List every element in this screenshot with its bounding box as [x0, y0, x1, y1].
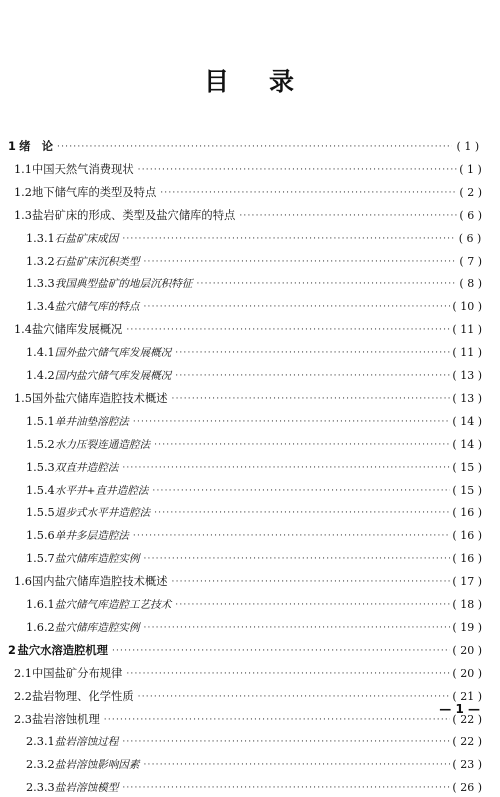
toc-entry[interactable]	[0, 253, 500, 271]
toc-entry-page: ( 14 )	[452, 414, 482, 428]
title-char-2: 录	[269, 67, 297, 96]
toc-entry-title: 盐穴水溶造腔机理	[17, 643, 108, 657]
toc-entry-page: ( 6 )	[458, 231, 482, 245]
toc-entry[interactable]	[0, 207, 500, 225]
toc-entry[interactable]	[0, 733, 500, 751]
toc-entry-page: ( 11 )	[452, 346, 482, 360]
toc-entry-number: 1.5.4	[26, 483, 55, 497]
toc-leader-dots	[122, 733, 450, 751]
toc-entry-title: 退步式水平井造腔法	[54, 507, 151, 520]
toc-entry[interactable]	[0, 138, 500, 156]
toc-entry[interactable]	[0, 642, 500, 660]
toc-entry-title: 国内盐穴储气库发展概况	[54, 370, 172, 382]
toc-entry[interactable]	[0, 550, 500, 568]
toc-entry-title: 地下储气库的类型及特点	[31, 185, 157, 199]
toc-entry-page: ( 19 )	[452, 620, 482, 634]
toc-leader-dots	[112, 642, 450, 660]
toc-entry-number: 2.3.2	[26, 758, 55, 772]
toc-entry-page: ( 16 )	[452, 552, 482, 566]
toc-entry-page: ( 8 )	[459, 277, 482, 291]
toc-entry[interactable]	[0, 596, 500, 614]
toc-entry-title: 国外盐穴储气库发展概况	[54, 347, 172, 360]
toc-entry-title: 盐岩矿床的形成、类型及盐穴储库的特点	[31, 208, 236, 222]
toc-entry-number: 1.5.3	[26, 460, 55, 474]
toc-entry-number: 1.3.1	[26, 231, 55, 245]
toc-entry-page: ( 6 )	[459, 208, 482, 222]
title-char-1: 目	[203, 67, 231, 96]
toc-entry-number: 1	[8, 140, 16, 153]
toc-entry-page: ( 1 )	[456, 140, 480, 153]
toc-entry-page: ( 10 )	[452, 300, 482, 314]
toc-entry-page: ( 2 )	[459, 185, 482, 199]
toc-leader-dots	[154, 436, 450, 454]
toc-entry-title: 中国盐矿分布规律	[31, 666, 123, 680]
toc-entry-number: 1.1	[14, 162, 32, 176]
toc-entry-number: 1.5.5	[26, 506, 55, 520]
toc-entry-number: 1.6.1	[26, 598, 55, 611]
toc-entry[interactable]	[0, 756, 500, 774]
toc-entry-title: 盐穴储气库造腔工艺技术	[54, 599, 172, 611]
toc-leader-dots	[175, 344, 450, 362]
toc-entry-page: ( 15 )	[452, 460, 482, 474]
toc-entry-title: 水力压裂连通造腔法	[54, 438, 151, 451]
toc-leader-dots	[152, 482, 450, 500]
toc-entry-page: ( 21 )	[452, 689, 482, 703]
toc-entry-number: 1.3	[14, 208, 32, 222]
toc-entry-page: ( 20 )	[452, 666, 482, 680]
toc-entry-title: 中国天然气消费现状	[31, 162, 134, 176]
toc-leader-dots	[133, 527, 451, 545]
toc-leader-dots	[126, 665, 450, 683]
toc-entry-title: 国外盐穴储库造腔技术概述	[31, 391, 168, 405]
toc-entry-page: ( 17 )	[452, 575, 482, 589]
toc-entry-number: 1.4.2	[26, 369, 55, 382]
toc-entry-number: 1.2	[14, 185, 32, 199]
toc-leader-dots	[104, 711, 451, 729]
toc-entry-number: 1.3.4	[26, 300, 55, 314]
toc-entry[interactable]	[0, 413, 500, 431]
toc-leader-dots	[175, 367, 450, 385]
toc-leader-dots	[154, 504, 450, 522]
toc-entry-page: ( 1 )	[459, 162, 482, 176]
toc-entry-number: 1.3.2	[26, 254, 55, 268]
toc-leader-dots	[122, 230, 456, 248]
toc-entry-number: 1.6.2	[26, 620, 55, 634]
toc-entry-page: ( 14 )	[452, 437, 482, 451]
toc-entry-page: ( 15 )	[452, 483, 482, 497]
toc-leader-dots	[144, 298, 451, 316]
toc-entry-title: 盐岩物理、化学性质	[31, 689, 134, 703]
toc-leader-dots	[172, 390, 451, 408]
toc-leader-dots	[122, 459, 450, 477]
toc-leader-dots	[138, 688, 451, 706]
toc-entry-title: 盐岩溶蚀机理	[31, 712, 100, 726]
toc-leader-dots	[144, 550, 451, 568]
toc-entry-number: 2	[8, 643, 16, 657]
toc-entry[interactable]	[0, 298, 500, 316]
toc-entry-page: ( 7 )	[459, 254, 482, 268]
toc-entry[interactable]	[0, 665, 500, 683]
toc-leader-dots	[144, 756, 451, 774]
toc-entry-page: ( 11 )	[452, 323, 482, 337]
toc-leader-dots	[133, 413, 451, 431]
toc-leader-dots	[172, 573, 451, 591]
toc-leader-dots	[175, 596, 450, 614]
toc-entry[interactable]	[0, 367, 500, 385]
toc-entry-page: ( 16 )	[452, 506, 482, 520]
toc-entry-title: 石盐矿床沉积类型	[54, 255, 140, 268]
toc-entry-number: 2.3.3	[26, 781, 55, 795]
toc-entry-number: 1.5.6	[26, 529, 55, 543]
toc-entry[interactable]	[0, 482, 500, 500]
toc-leader-dots	[122, 779, 450, 797]
toc-entry-title: 盐穴储库发展概况	[31, 323, 123, 337]
toc-entry[interactable]	[0, 779, 500, 797]
toc-leader-dots	[138, 161, 457, 179]
toc-entry-title: 双直井造腔法	[54, 461, 119, 474]
toc-entry-number: 1.4.1	[26, 346, 55, 360]
toc-entry-number: 1.5.2	[26, 437, 55, 451]
toc-entry-title: 盐穴储气库的特点	[54, 301, 140, 314]
toc-entry-page: ( 26 )	[452, 781, 482, 795]
toc-entry-title: 盐穴储库造腔实例	[54, 553, 140, 566]
toc-entry-number: 2.3.1	[26, 735, 55, 749]
toc-entry-page: ( 22 )	[452, 712, 482, 726]
toc-entry[interactable]	[0, 161, 500, 179]
toc-leader-dots	[126, 321, 450, 339]
toc-entry-title: 单井油垫溶腔法	[54, 415, 129, 428]
toc-entry-page: ( 16 )	[452, 529, 482, 543]
toc-entry-number: 2.3	[14, 712, 32, 726]
toc-entry[interactable]	[0, 390, 500, 408]
toc-entry-title: 水平井+直井造腔法	[54, 484, 149, 497]
toc-entry-number: 1.5	[14, 391, 32, 405]
toc-leader-dots	[57, 138, 452, 156]
toc-entry[interactable]	[0, 688, 500, 706]
toc-entry[interactable]	[0, 527, 500, 545]
toc-entry[interactable]	[0, 275, 500, 293]
toc-entry-number: 1.5.1	[26, 414, 55, 428]
toc-leader-dots	[144, 619, 451, 637]
toc-entry[interactable]	[0, 230, 500, 248]
toc-entry-title: 盐穴储库造腔实例	[54, 621, 140, 634]
toc-entry-title: 我国典型盐矿的地层沉积特征	[54, 278, 193, 291]
toc-entry-title: 单井多层造腔法	[54, 530, 129, 543]
toc-entry-title: 盐岩溶蚀模型	[54, 782, 119, 795]
toc-entry-title: 国内盐穴储库造腔技术概述	[31, 575, 168, 589]
footer-page-number: — 1 —	[439, 702, 480, 716]
toc-entry-number: 2.1	[14, 666, 32, 680]
toc-entry[interactable]	[0, 619, 500, 637]
toc-entry-number: 1.6	[14, 575, 32, 589]
toc-entry-number: 1.4	[14, 323, 32, 337]
toc-entry-title: 绪 论	[19, 140, 54, 153]
toc-leader-dots	[144, 253, 458, 271]
toc-entry-title: 盐岩溶蚀影响因素	[54, 759, 140, 772]
toc-entry[interactable]	[0, 573, 500, 591]
toc-leader-dots	[239, 207, 457, 225]
toc-entry[interactable]	[0, 436, 500, 454]
toc-entry-page: ( 20 )	[452, 643, 482, 657]
toc-entry[interactable]	[0, 321, 500, 339]
page-title	[0, 62, 500, 98]
toc-entry-page: ( 13 )	[452, 391, 482, 405]
toc-entry-number: 2.2	[14, 689, 32, 703]
toc-entry-page: ( 22 )	[452, 735, 482, 749]
toc-entry-page: ( 13 )	[452, 369, 482, 382]
toc-entry-title: 盐岩溶蚀过程	[54, 736, 119, 749]
toc-entry-number: 1.3.3	[26, 277, 55, 291]
toc-entry[interactable]	[0, 504, 500, 522]
toc-entry[interactable]	[0, 459, 500, 477]
toc-leader-dots	[160, 184, 457, 202]
toc-entry[interactable]	[0, 711, 500, 729]
toc-entry-page: ( 18 )	[452, 598, 482, 611]
toc-entry-page: ( 23 )	[452, 758, 482, 772]
toc-entry[interactable]	[0, 344, 500, 362]
toc-entry[interactable]	[0, 184, 500, 202]
toc-entry-title: 石盐矿床成因	[54, 232, 119, 245]
toc-leader-dots	[196, 275, 457, 293]
toc-entry-number: 1.5.7	[26, 552, 55, 566]
